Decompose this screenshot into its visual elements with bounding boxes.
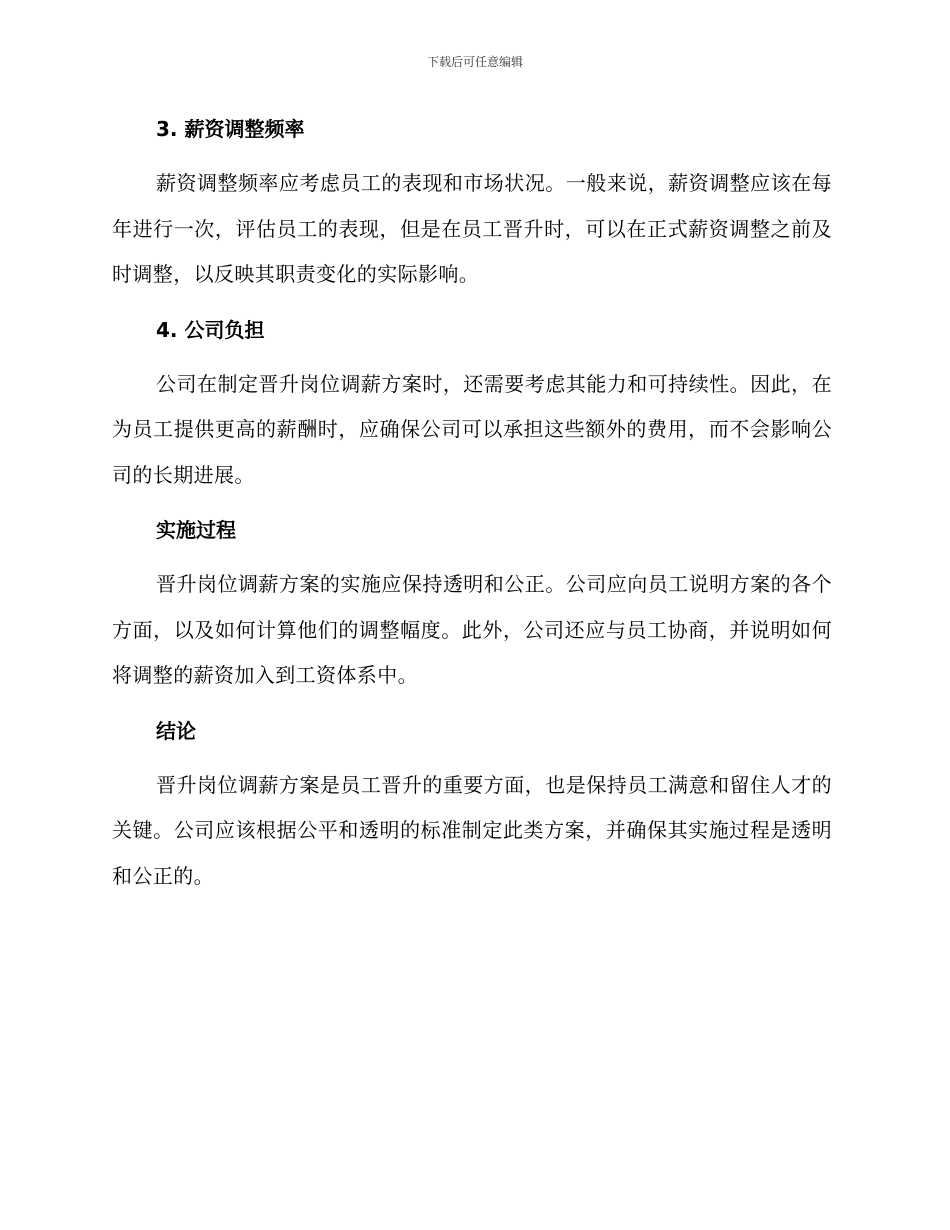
paragraph-company-burden: 公司在制定晋升岗位调薪方案时，还需要考虑其能力和可持续性。因此，在为员工提供更高的薪酬时，应确保公司可以承担这些额外的费用，而不会影响公司的长期进展。: [112, 371, 832, 487]
page-header: 下载后可任意编辑: [426, 55, 523, 69]
section-heading-implementation-process: 实施过程: [156, 518, 236, 542]
section-heading-company-burden: 4. 公司负担: [156, 317, 265, 342]
paragraph-conclusion: 晋升岗位调薪方案是员工晋升的重要方面，也是保持员工满意和留住人才的关键。公司应该根据公平和透明的标准制定此类方案，并确保其实施过程是透明和公正的。: [112, 772, 832, 888]
paragraph-salary-adjustment-frequency: 薪资调整频率应考虑员工的表现和市场状况。一般来说，薪资调整应该在每年进行一次，评估员工的表现，但是在员工晋升时，可以在正式薪资调整之前及时调整，以反映其职责变化的实际影响。: [112, 171, 832, 286]
section-heading-salary-adjustment-frequency: 3. 薪资调整频率: [156, 117, 305, 141]
document-body: [112, 110, 832, 899]
section-heading-conclusion: 结论: [156, 718, 196, 743]
paragraph-implementation-process: 晋升岗位调薪方案的实施应保持透明和公正。公司应向员工说明方案的各个方面，以及如何计算他们的调整幅度。此外，公司还应与员工协商，并说明如何将调整的薪资加入到工资体系中。: [112, 572, 832, 687]
